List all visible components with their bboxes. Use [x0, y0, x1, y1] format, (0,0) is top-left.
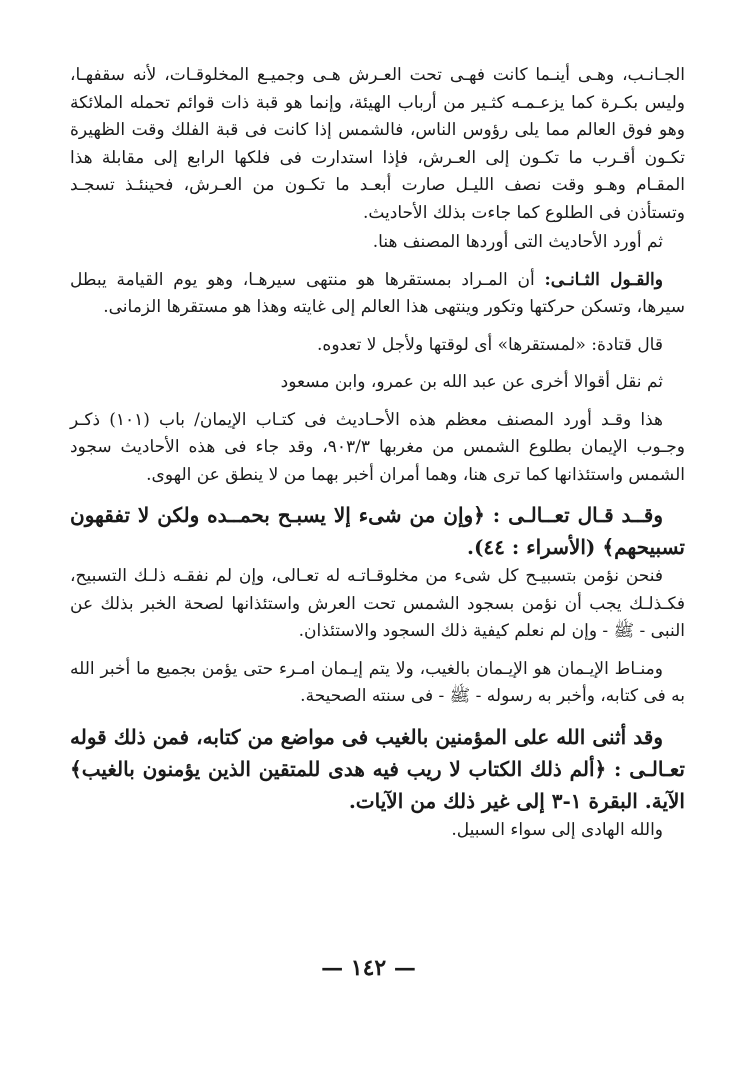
page-body [70, 62, 685, 844]
paragraph-second-opinion [70, 267, 685, 322]
paragraph-then-cited: ثم أورد الأحاديث التى أوردها المصنف هنا. [372, 232, 663, 252]
page-number: — ١٤٢ — [321, 955, 416, 981]
paragraph-glorification-verse [70, 499, 685, 563]
paragraph-other-sayings: ثم نقل أقوالا أخرى عن عبد الله بن عمرو، وابن مسعود [280, 372, 663, 392]
paragraph-we-believe: فنحن نؤمن بتسبيـح كل شىء من مخلوقـاتـه له تعـالى، وإن لم نفقـه ذلـك التسبيح، فكـذلـك يجب أن نؤمن بسجود الشمس تحت العرش واستئذانها لصحة الخبر بذلك عن النبى - ﷺ - وإن لم نعلم كيفية ذلك السجود والاستئذان. [70, 566, 685, 641]
verse-reference-baqara: الآية. البقرة ١-٣ إلى غير ذلك من الآيات. [348, 788, 685, 813]
paragraph-qatada: قال قتادة: «لمستقرها» أى لوقتها ولأجل لا تعدوه. [317, 334, 663, 355]
paragraph-sky-dome: الجـانـب، وهـى أينـما كانت فهـى تحت العـرش هـى وجميـع المخلوقـات، لأنه سقفهـا، وليس بكـرة كما يزعـمـه كثـير من أرباب الهيئة، وإنما هو قبة ذات قوائم تحمله الملائكة وهو فوق العالم مما يلى رؤوس الناس، فالشمس إذا كانت فى قبة الفلك وقت الظهيرة تكـون أقـرب ما تكـون إلى العـرش، فإذا استدارت فى فلكها الرابع إلى مقابلة هذا المقـام وهـو وقت نصف الليـل صارت أبعـد ما تكـون من العـرش، فحينئـذ تسجـد وتستأذن فى الطلوع كما جاءت بذلك الأحاديث. [70, 65, 685, 223]
quran-verse-baqara: ﴿ألم ذلك الكتاب لا ريب فيه هدى للمتقين الذين يؤمنون بالغيب﴾ [70, 756, 607, 781]
paragraph-hadith-collection: هذا وقـد أورد المصنف معظم هذه الأحـاديث فى كتـاب الإيمان/ باب (١٠١) ذكـر وجـوب الإيمان بطلوع الشمس من مغربها ٩٠٣/٣، وقد جاء فى هذه الأحاديث سجود الشمس واستئذانها كما ترى هنا، وهما أمران أخبر بهما من لا ينطق عن الهوى. [70, 409, 685, 485]
second-opinion-text: أن المـراد بمستقرها هو منتهى سيرهـا، وهو يوم القيامة يبطل سيرها، وتسكن حركتها وتكور وينتهى هذا العالم إلى غايته وهذا هو مستقرها الزمانى. [70, 269, 685, 317]
verse-intro: وقــد قـال تعــالـى : [484, 503, 663, 527]
paragraph-praise-believers [70, 721, 685, 817]
paragraph-closing: والله الهادى إلى سواء السبيل. [451, 819, 663, 840]
paragraph-belief-unseen: ومنـاط الإيـمان هو الإيـمان بالغيب، ولا يتم إيـمان امـرء حتى يؤمن بجميع ما أخبر الله به فى كتابه، وأخبر به رسوله - ﷺ - فى سنته الصحيحة. [70, 658, 685, 706]
praise-intro: وقد أثنى الله على المؤمنين بالغيب فى مواضع من كتابه، فمن ذلك قوله تعـالـى : [70, 724, 685, 781]
second-opinion-term: والقـول الثـانـى: [544, 269, 663, 290]
verse-reference-isra: (الأسراء : ٤٤). [466, 535, 603, 559]
quran-verse-isra: ﴿وإن من شىء إلا يسبـح بحمــده ولكن لا تفقهون تسبيحهم﴾ [70, 503, 685, 559]
